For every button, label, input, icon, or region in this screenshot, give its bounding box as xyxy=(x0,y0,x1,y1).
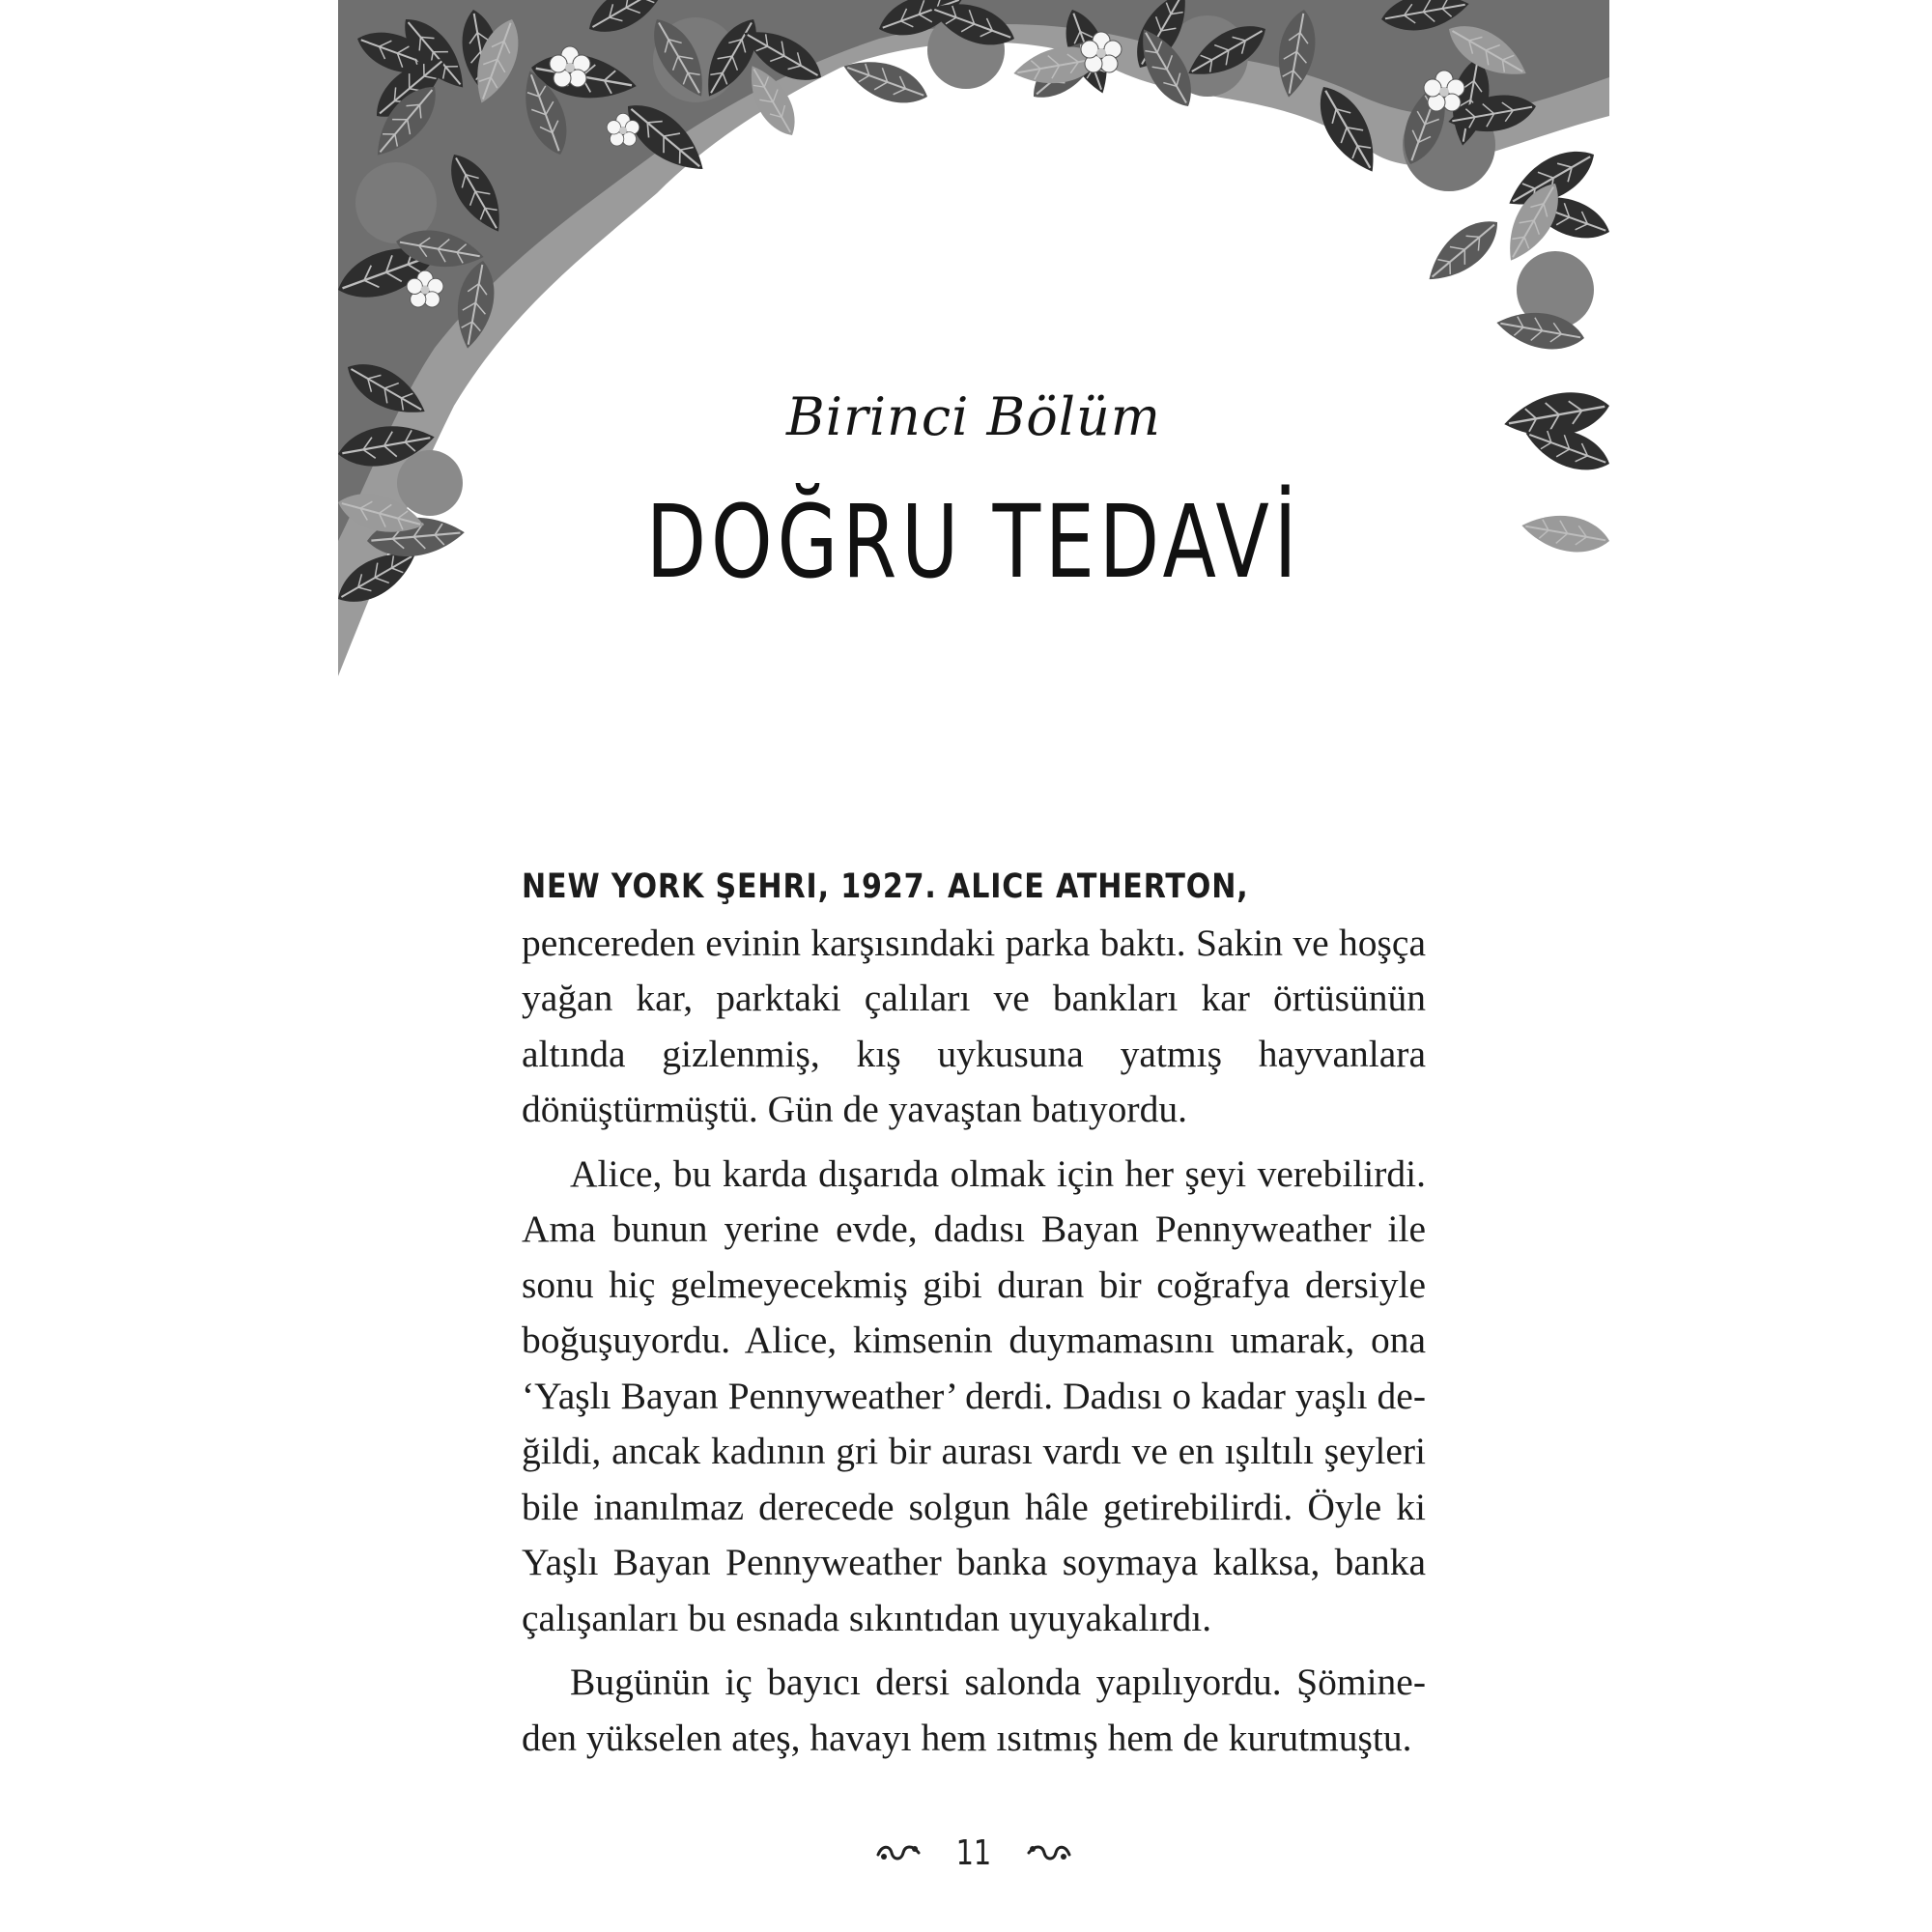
book-page xyxy=(338,0,1609,1932)
chapter-title: DOĞRU TEDAVİ xyxy=(645,483,1302,601)
lead-in: NEW YORK ŞEHRI, 1927. ALICE ATHERTON, xyxy=(522,867,1249,906)
paragraph-1-text: pencereden evinin karşısındaki parka baktı. Sakin ve hoşça yağan kar, parktaki çalıları ve bankları kar örtüsünün altında gizlenmiş, kış uykusuna yatmış hayvanlara dönüştürmüştü. Gün de yavaştan batıyordu. xyxy=(522,921,1426,1130)
flourish-ornament-icon xyxy=(1027,1841,1071,1864)
body-text xyxy=(522,858,1426,1775)
paragraph-2: Alice, bu karda dışarıda olmak için her şeyi verebilirdi. Ama bunun yerine evde, dadısı Bayan Pennyweather ile sonu hiç gelmeyecekmiş gibi duran bir coğrafya dersiyle boğuşuyordu. Alice, kimsenin duymamasını umarak, ona ‘Yaşlı Bayan Pennyweather’ derdi. Dadısı o kadar yaşlı değildi, ancak kadının gri bir aurası vardı ve en ışıltılı şeyleri bile inanılmaz derecede solgun hâle getirebilirdi. Öyle ki Yaşlı Bayan Pennyweather banka soymaya kalksa, banka çalışanları bu esnada sıkıntıdan uyuyakalırdı. xyxy=(522,1151,1426,1639)
page-footer xyxy=(338,1824,1609,1882)
flourish-ornament-icon xyxy=(876,1841,921,1864)
chapter-label: Birinci Bölüm xyxy=(786,386,1161,447)
paragraph-3: Bugünün iç bayıcı dersi salonda yapılıyordu. Şömineden yükselen ateş, havayı hem ısıtmış hem de kurutmuştu. xyxy=(522,1661,1426,1759)
paragraph-1 xyxy=(522,858,1426,1138)
page-number: 11 xyxy=(955,1833,992,1873)
